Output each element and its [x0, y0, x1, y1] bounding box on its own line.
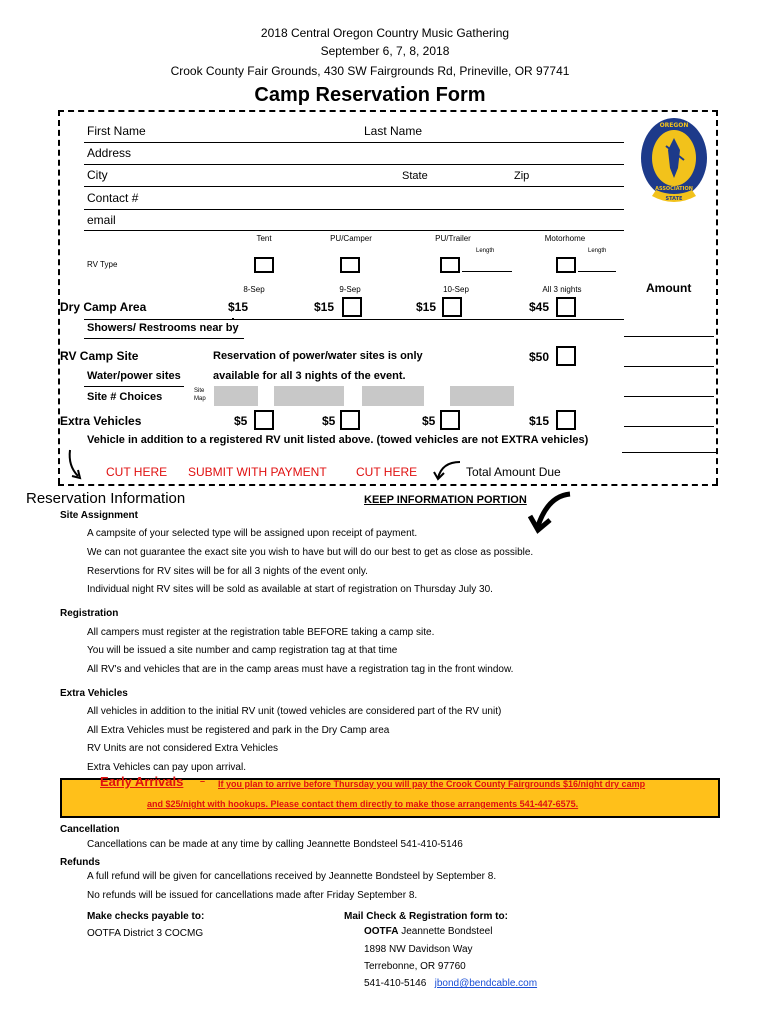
rv-note-1: Reservation of power/water sites is only — [213, 350, 423, 362]
trailer-length-label: Length — [476, 248, 495, 254]
mail-name: Jeannette Bondsteel — [398, 926, 493, 937]
form-border-right — [716, 110, 718, 484]
showers-line — [84, 338, 244, 339]
address-label: Address — [87, 146, 132, 160]
mail-heading: Mail Check & Registration form to: — [344, 911, 508, 922]
amount-heading: Amount — [646, 281, 692, 295]
extra-4-checkbox[interactable] — [556, 410, 576, 430]
registration-line-3: All RV's and vehicles that are in the camp areas must have a registration tag in the front window. — [87, 664, 514, 675]
site-choice-4[interactable] — [450, 386, 514, 406]
extra-2-checkbox[interactable] — [340, 410, 360, 430]
dry-camp-label: Dry Camp Area — [60, 300, 147, 314]
extra-3-checkbox[interactable] — [440, 410, 460, 430]
site-choice-1[interactable] — [214, 386, 258, 406]
arrow-down-icon — [64, 448, 88, 482]
mail-email-link[interactable]: jbond@bendcable.com — [434, 978, 538, 989]
arrow-pointer-icon — [528, 490, 574, 536]
event-dates: September 6, 7, 8, 2018 — [320, 44, 450, 58]
dry-date-all: All 3 nights — [542, 285, 582, 294]
dry-price-all: $45 — [529, 300, 550, 314]
city-line[interactable] — [84, 186, 624, 187]
cancellation-line: Cancellations can be made at any time by calling Jeannette Bondsteel 541-410-5146 — [87, 839, 463, 850]
arrow-curve-icon — [432, 458, 462, 482]
rv-price: $50 — [529, 350, 550, 364]
registration-line-2: You will be issued a site number and camp registration tag at that time — [87, 645, 398, 656]
water-power-label: Water/power sites — [87, 370, 181, 382]
address-line[interactable] — [84, 164, 624, 165]
dry-price-9: $15 — [314, 300, 335, 314]
email-line[interactable] — [84, 230, 624, 231]
contact-label: Contact # — [87, 191, 139, 205]
site-assign-line-1: A campsite of your selected type will be assigned upon receipt of payment. — [87, 528, 418, 539]
site-choice-3[interactable] — [362, 386, 424, 406]
dry-date-9: 9-Sep — [339, 285, 361, 294]
trailer-length-line[interactable] — [462, 271, 512, 272]
extra-vehicles-label: Extra Vehicles — [60, 414, 142, 428]
cut-here-left: CUT HERE — [106, 465, 168, 479]
early-arrivals-dash: – — [200, 776, 206, 786]
site-choices-label: Site # Choices — [87, 391, 163, 403]
rv-site-checkbox[interactable] — [556, 346, 576, 366]
dry-camp-line — [84, 319, 624, 320]
extra-price-2: $5 — [322, 414, 336, 428]
registration-line-1: All campers must register at the registration table BEFORE taking a camp site. — [87, 627, 435, 638]
total-amount-due: Total Amount Due — [466, 465, 561, 479]
site-map-text-1: Site — [194, 388, 205, 394]
extra-vehicle-note: Vehicle in addition to a registered RV unit listed above. (towed vehicles are not EXTRA vehicles) — [87, 434, 589, 446]
extra-amount-line[interactable] — [624, 426, 714, 427]
mail-street: 1898 NW Davidson Way — [364, 944, 473, 955]
rv-type-tent: Tent — [256, 234, 272, 243]
extra-price-3: $5 — [422, 414, 436, 428]
site-amount-line[interactable] — [624, 396, 714, 397]
rv-type-pu-camper: PU/Camper — [330, 234, 372, 243]
site-assign-line-3: Reservtions for RV sites will be for all 3 nights of the event only. — [87, 566, 368, 577]
mail-org: OOTFA — [364, 926, 399, 937]
dry-9-checkbox[interactable] — [442, 297, 462, 317]
rv-amount-line[interactable] — [624, 366, 714, 367]
total-amount-line[interactable] — [622, 452, 716, 453]
extra-info-line-3: RV Units are not considered Extra Vehicles — [87, 743, 279, 754]
zip-label: Zip — [514, 170, 530, 182]
seal-state-text: STATE — [665, 196, 683, 202]
motorhome-length-line[interactable] — [578, 271, 616, 272]
dry-date-10: 10-Sep — [443, 285, 469, 294]
dry-date-8: 8-Sep — [243, 285, 265, 294]
ootfa-seal-logo — [640, 116, 708, 208]
event-title: 2018 Central Oregon Country Music Gathering — [260, 26, 510, 40]
refunds-heading: Refunds — [60, 857, 100, 868]
reservation-info-heading: Reservation Information — [26, 490, 186, 507]
city-label: City — [87, 168, 108, 182]
dry-price-10: $15 — [416, 300, 437, 314]
name-line[interactable] — [84, 142, 624, 143]
dry-price-8: $15 — [228, 300, 249, 314]
contact-line[interactable] — [84, 209, 624, 210]
early-arrivals-title: Early Arrivals — [100, 774, 184, 789]
first-name-label: First Name — [87, 124, 146, 138]
extra-info-line-1: All vehicles in addition to the initial RV unit (towed vehicles are considered part of the RV unit) — [87, 706, 502, 717]
dry-all-checkbox[interactable] — [556, 297, 576, 317]
seal-bottom-text: ASSOCIATION — [655, 186, 693, 192]
site-choice-2[interactable] — [274, 386, 344, 406]
form-border-top — [58, 110, 718, 112]
mail-recipient — [364, 926, 492, 937]
pu-camper-checkbox[interactable] — [340, 257, 360, 273]
rv-type-motorhome: Motorhome — [544, 234, 586, 243]
dry-amount-line[interactable] — [624, 336, 714, 337]
showers-note: Showers/ Restrooms near by — [87, 322, 239, 334]
extra-price-4: $15 — [529, 414, 550, 428]
checks-payee: OOTFA District 3 COCMG — [87, 928, 204, 939]
tent-checkbox[interactable] — [254, 257, 274, 273]
site-map-text-2: Map — [194, 396, 206, 402]
rv-camp-label: RV Camp Site — [60, 349, 139, 363]
cut-here-right: CUT HERE — [356, 465, 418, 479]
refunds-line-1: A full refund will be given for cancellations received by Jeannette Bondsteel by September 8. — [87, 871, 497, 882]
extra-info-line-2: All Extra Vehicles must be registered and park in the Dry Camp area — [87, 725, 390, 736]
state-label: State — [402, 170, 428, 182]
mail-contact — [364, 978, 537, 989]
rv-type-pu-trailer: PU/Trailer — [435, 234, 471, 243]
mail-city: Terrebonne, OR 97760 — [364, 961, 466, 972]
email-label: email — [87, 213, 116, 227]
checks-heading: Make checks payable to: — [87, 911, 205, 922]
early-arrivals-line-1: If you plan to arrive before Thursday you will pay the Crook County Fairgrounds $16/night dry camp — [218, 779, 646, 789]
motorhome-length-label: Length — [588, 248, 607, 254]
last-name-label: Last Name — [364, 124, 423, 138]
submit-with-payment: SUBMIT WITH PAYMENT — [188, 465, 327, 479]
site-assign-line-4: Individual night RV sites will be sold as available at start of registration on Thursday July 30. — [87, 584, 493, 595]
extra-1-checkbox[interactable] — [254, 410, 274, 430]
site-assign-line-2: We can not guarantee the exact site you wish to have but will do our best to get as close as possible. — [87, 547, 534, 558]
extra-vehicles-heading: Extra Vehicles — [60, 688, 128, 699]
form-border-bottom — [58, 484, 718, 486]
extra-price-1: $5 — [234, 414, 248, 428]
motorhome-checkbox[interactable] — [556, 257, 576, 273]
rv-note-2: available for all 3 nights of the event. — [213, 370, 406, 382]
cancellation-heading: Cancellation — [60, 824, 120, 835]
pu-trailer-checkbox[interactable] — [440, 257, 460, 273]
early-arrivals-line-2: and $25/night with hookups. Please contact them directly to make those arrangements 541-447-6575. — [147, 799, 579, 809]
seal-top-text: OREGON — [659, 122, 689, 129]
water-line — [84, 386, 184, 387]
mail-phone: 541-410-5146 — [364, 978, 427, 989]
refunds-line-2: No refunds will be issued for cancellations made after Friday September 8. — [87, 890, 418, 901]
event-location: Crook County Fair Grounds, 430 SW Fairgrounds Rd, Prineville, OR 97741 — [170, 64, 570, 78]
registration-heading: Registration — [60, 608, 119, 619]
page-title: Camp Reservation Form — [254, 84, 486, 106]
site-assignment-heading: Site Assignment — [60, 510, 138, 521]
keep-info-portion: KEEP INFORMATION PORTION — [364, 494, 527, 506]
extra-info-line-4: Extra Vehicles can pay upon arrival. — [87, 762, 246, 773]
dry-8-checkbox[interactable] — [342, 297, 362, 317]
rv-type-label: RV Type — [87, 260, 118, 269]
